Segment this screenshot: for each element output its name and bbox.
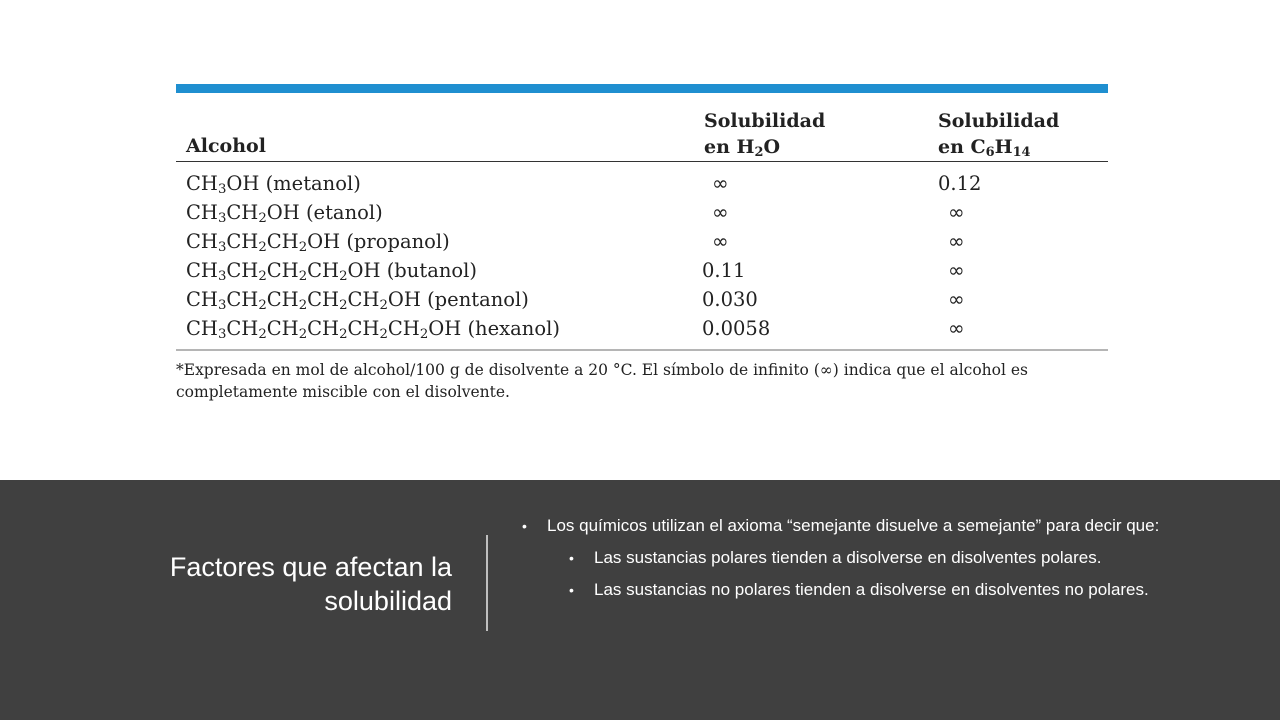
bullet-text: Los químicos utilizan el axioma “semejante disuelve a semejante” para decir que:	[547, 516, 1160, 535]
table-body	[176, 162, 1108, 351]
hexane-solubility-value: ∞	[948, 200, 965, 224]
table-row	[176, 198, 1108, 227]
alcohol-formula: $CH_3CH_2OH$ (etanol)	[186, 201, 383, 226]
header-water-solubility: Solubilidad en $H_2O$	[704, 110, 826, 160]
bullet-icon: •	[569, 582, 574, 598]
slide-title: Factores que afectan la solubilidad	[169, 552, 452, 616]
table-footnote: *Expresada en mol de alcohol/100 g de disolvente a 20 °C. El símbolo de infinito (∞) indica que el alcohol es completamente miscible con el disolvente.	[176, 361, 1029, 401]
water-solubility-value: ∞	[712, 229, 729, 253]
water-solubility-value: 0.030	[702, 288, 758, 311]
hexane-solubility-value: ∞	[948, 316, 965, 340]
bullet-icon: •	[522, 518, 527, 534]
table-row	[176, 285, 1108, 314]
bullet-list	[522, 515, 1222, 601]
water-solubility-value: 0.11	[702, 259, 746, 282]
bullet-text: Las sustancias polares tienden a disolverse en disolventes polares.	[594, 548, 1102, 567]
table-row	[176, 169, 1108, 198]
bullet-text: Las sustancias no polares tienden a disolverse en disolventes no polares.	[594, 580, 1149, 599]
hexane-solubility-value: ∞	[948, 229, 965, 253]
alcohol-formula: $CH_3CH_2CH_2OH$ (propanol)	[186, 230, 450, 255]
water-solubility-value: ∞	[712, 200, 729, 224]
vertical-divider	[486, 535, 488, 631]
table-top-bar	[176, 84, 1108, 93]
bullet-item-main	[522, 515, 1222, 537]
solubility-table	[176, 84, 1108, 403]
bottom-panel	[0, 480, 1280, 720]
water-solubility-value: 0.0058	[702, 317, 771, 340]
table-row	[176, 314, 1108, 343]
alcohol-formula: $CH_3CH_2CH_2CH_2OH$ (butanol)	[186, 259, 477, 284]
header-hexane-solubility: Solubilidad en $C_6H_{14}$	[938, 110, 1060, 160]
alcohol-formula: $CH_3OH$ (metanol)	[186, 172, 361, 197]
table-row	[176, 256, 1108, 285]
hexane-solubility-value: 0.12	[938, 172, 982, 195]
hexane-solubility-value: ∞	[948, 287, 965, 311]
alcohol-formula: $CH_3CH_2CH_2CH_2CH_2OH$ (pentanol)	[186, 288, 529, 313]
bullet-item-sub	[522, 579, 1222, 601]
bullet-icon: •	[569, 550, 574, 566]
water-solubility-value: ∞	[712, 171, 729, 195]
table-row	[176, 227, 1108, 256]
hexane-solubility-value: ∞	[948, 258, 965, 282]
header-alcohol: Alcohol	[186, 135, 266, 157]
table-header	[176, 93, 1108, 162]
bullet-item-sub	[522, 547, 1222, 569]
alcohol-formula: $CH_3CH_2CH_2CH_2CH_2CH_2OH$ (hexanol)	[186, 317, 560, 342]
